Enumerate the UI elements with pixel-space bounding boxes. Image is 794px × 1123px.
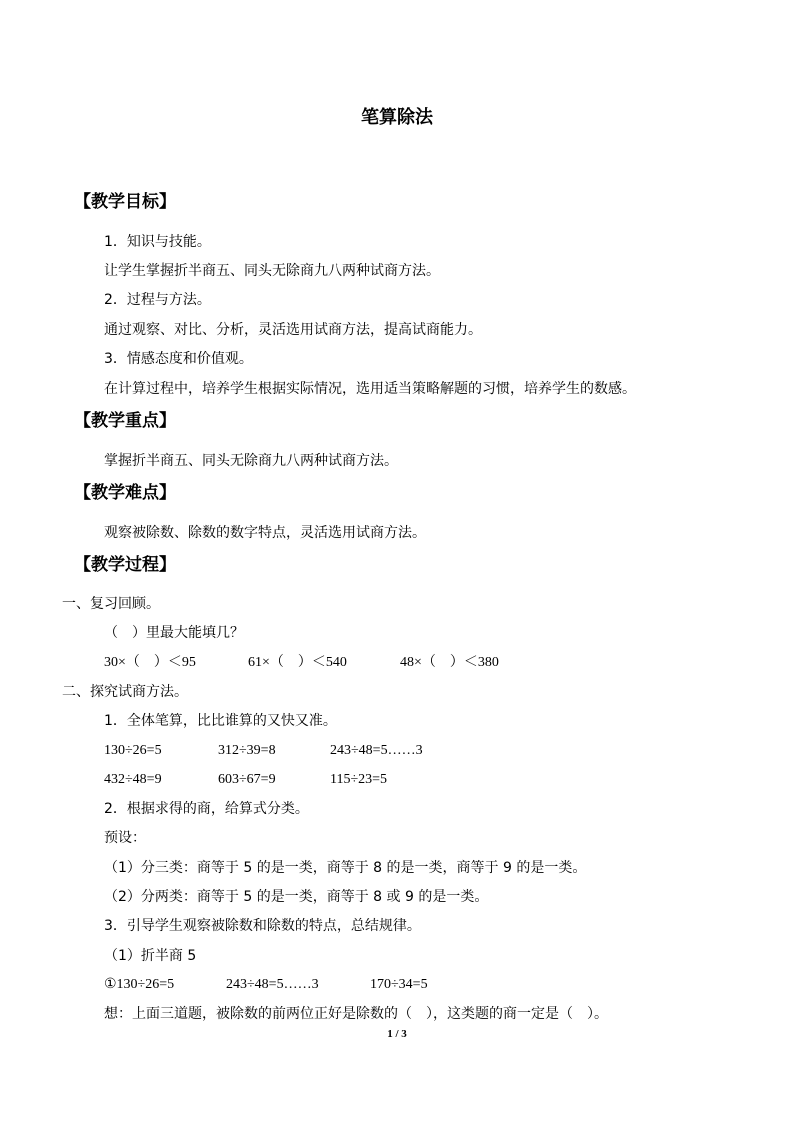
calculation: 130÷26=5	[104, 743, 162, 758]
calculation: 115÷23=5	[330, 772, 388, 787]
process-step: 2．根据求得的商，给算式分类。	[104, 801, 309, 817]
difficulty-text: 观察被除数、除数的数字特点，灵活选用试商方法。	[104, 525, 426, 541]
process-step: 3．引导学生观察被除数和除数的特点，总结规律。	[104, 918, 421, 934]
goal-line: 让学生掌握折半商五、同头无除商九八两种试商方法。	[104, 263, 440, 279]
process-part1-title: 一、复习回顾。	[62, 596, 160, 612]
subsection-title: （1）折半商 5	[104, 948, 197, 964]
goal-line: 通过观察、对比、分析，灵活选用试商方法，提高试商能力。	[104, 322, 482, 338]
think-prompt: 想：上面三道题，被除数的前两位正好是除数的（ ），这类题的商一定是（ ）。	[104, 1006, 608, 1022]
goal-line: 3．情感态度和价值观。	[104, 351, 253, 367]
section-heading-goals: 【教学目标】	[74, 192, 176, 212]
calculation: 312÷39=8	[218, 743, 276, 758]
preset-label: 预设：	[104, 830, 146, 846]
calculation: 170÷34=5	[370, 977, 428, 992]
page-title: 笔算除法	[361, 107, 433, 128]
calculation: 603÷67=9	[218, 772, 276, 787]
calculation: 432÷48=9	[104, 772, 162, 787]
expression: 61×（ ）＜540	[248, 655, 347, 670]
section-heading-key: 【教学重点】	[74, 411, 176, 431]
preset-item: （1）分三类：商等于 5 的是一类，商等于 8 的是一类，商等于 9 的是一类。	[104, 860, 587, 876]
calculation: 243÷48=5……3	[226, 977, 319, 992]
goal-line: 在计算过程中，培养学生根据实际情况，选用适当策略解题的习惯，培养学生的数感。	[104, 381, 636, 397]
section-heading-process: 【教学过程】	[74, 555, 176, 575]
process-step: 1．全体笔算，比比谁算的又快又准。	[104, 713, 337, 729]
calculation: ①130÷26=5	[104, 977, 175, 992]
key-text: 掌握折半商五、同头无除商九八两种试商方法。	[104, 453, 398, 469]
process-part2-title: 二、探究试商方法。	[62, 684, 188, 700]
expression: 30×（ ）＜95	[104, 655, 196, 670]
page-number: 1 / 3	[387, 1028, 407, 1040]
goal-line: 2．过程与方法。	[104, 292, 211, 308]
calculation: 243÷48=5……3	[330, 743, 423, 758]
goal-line: 1．知识与技能。	[104, 234, 211, 250]
process-part1-question: （ ）里最大能填几？	[104, 625, 244, 641]
section-heading-difficulty: 【教学难点】	[74, 483, 176, 503]
expression: 48×（ ）＜380	[400, 655, 499, 670]
preset-item: （2）分两类：商等于 5 的是一类，商等于 8 或 9 的是一类。	[104, 889, 489, 905]
